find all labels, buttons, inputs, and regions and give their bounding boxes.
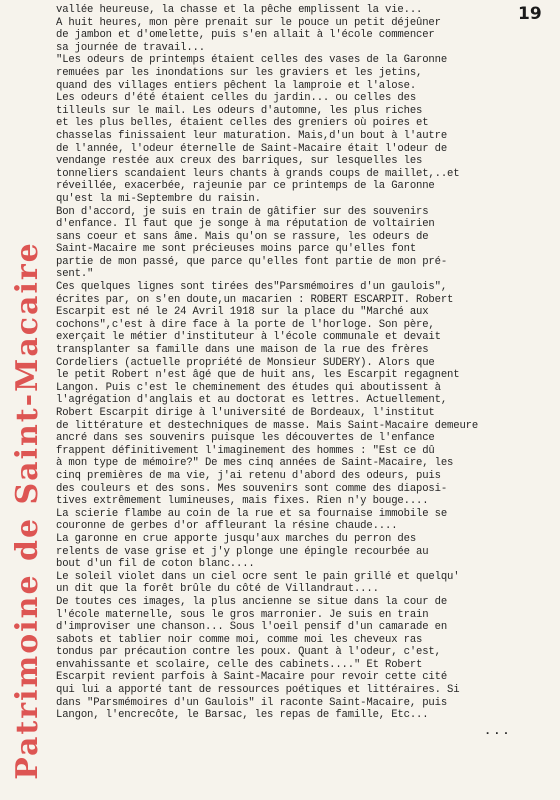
text-line: chasselas finissaient leur maturation. Mais,d'un bout à l'autre xyxy=(56,129,448,142)
text-line: le petit Robert n'est âgé que de huit ans, les Escarpit regagnent xyxy=(56,369,460,382)
text-line: dans "Parsmémoires d'un Gaulois" il raconte Saint-Macaire, puis xyxy=(56,696,448,709)
text-line: tonneliers scandaient leurs chants à grands coups de maillet,..et xyxy=(56,167,460,180)
text-line: tives extrêmement lumineuses, mais fixes. Rien n'y bouge.... xyxy=(56,495,429,508)
text-line: Bon d'accord, je suis en train de gâtifier sur des souvenirs xyxy=(56,205,429,218)
text-line: cochons",c'est à dire face à la porte de l'horloge. Son père, xyxy=(56,318,435,331)
text-line: relents de vase grise et j'y plonge une épingle recourbée au xyxy=(56,545,429,558)
typewritten-text xyxy=(56,4,552,722)
text-line: frappent définitivement l'imaginement des hommes : "Est ce dû xyxy=(56,444,435,457)
text-line: sans coeur et sans âme. Mais qu'on se rassure, les odeurs de xyxy=(56,230,429,243)
text-line: La scierie flambe au coin de la rue et sa fournaise immobile se xyxy=(56,507,448,520)
text-line: un dit que la forêt brûle du côté de Villandraut.... xyxy=(56,583,379,596)
text-line: partie de mon passé, que parce qu'elles font partie de mon pré- xyxy=(56,255,448,268)
text-line: Escarpit est né le 24 Avril 1918 sur la place du "Marché aux xyxy=(56,306,429,319)
text-line: vallée heureuse, la chasse et la pêche emplissent la vie... xyxy=(56,4,423,16)
text-line: et les plus belles, étaient celles des greniers où poires et xyxy=(56,117,429,130)
text-line: cinq premières de ma vie, j'ai retenu d'abord des odeurs, puis xyxy=(56,469,441,482)
text-line: sent." xyxy=(56,268,94,281)
text-line: bout d'un fil de coton blanc.... xyxy=(56,558,255,571)
text-line: tilleuls sur le mail. Les odeurs d'automne, les plus riches xyxy=(56,104,423,117)
text-line: exerçait le métier d'instituteur à l'école communale et devait xyxy=(56,331,441,344)
text-line: des couleurs et des sons. Mes souvenirs sont comme des diaposi- xyxy=(56,482,448,495)
text-line: d'enfance. Il faut que je songe à ma réputation de voltairien xyxy=(56,218,435,231)
text-line: écrites par, on s'en doute,un macarien : ROBERT ESCARPIT. Robert xyxy=(56,293,454,306)
text-line: remuées par les inondations sur les graviers et les jetins, xyxy=(56,66,423,79)
text-line: l'agrégation d'anglais et au doctorat es lettres. Actuellement, xyxy=(56,394,448,407)
text-line: vendange restée aux creux des barriques, sur lesquelles les xyxy=(56,155,423,168)
text-line: Langon. Puis c'est le cheminement des études qui aboutissent à xyxy=(56,381,441,394)
text-line: envahissante et scolaire, celle des cabinets...." Et Robert xyxy=(56,658,423,671)
text-line: La garonne en crue apporte jusqu'aux marches du perron des xyxy=(56,532,417,545)
text-line: de littérature et destechniques de masse. Mais Saint-Macaire demeure xyxy=(56,419,479,432)
text-line: qu'est la mi-Septembre du raisin. xyxy=(56,192,261,205)
text-line: à mon type de mémoire?" De mes cinq années de Saint-Macaire, les xyxy=(56,457,454,470)
text-line: Les odeurs d'été étaient celles du jardin... ou celles des xyxy=(56,92,417,105)
text-line: "Les odeurs de printemps étaient celles des vases de la Garonne xyxy=(56,54,448,67)
text-line: Saint-Macaire me sont précieuses moins parce qu'elles font xyxy=(56,243,417,256)
page-number: 19 xyxy=(518,4,542,24)
text-line: sabots et tablier noir comme moi, comme moi les cheveux ras xyxy=(56,633,423,646)
text-line: Escarpit revient parfois à Saint-Macaire pour revoir cette cité xyxy=(56,671,448,684)
watermark-stamp xyxy=(0,230,54,790)
text-line: l'école maternelle, sous le gros marronier. Je suis en train xyxy=(56,608,429,621)
text-line: Robert Escarpit dirige à l'université de Bordeaux, l'institut xyxy=(56,407,435,419)
text-line: réveillée, exacerbée, rajeunie par ce printemps de la Garonne xyxy=(56,180,435,193)
text-line: Cordeliers (actuelle propriété de Monsieur SUDERY). Alors que xyxy=(56,356,435,369)
watermark-text: Patrimoine de Saint-Macaire xyxy=(9,240,45,780)
text-line: sa journée de travail... xyxy=(56,41,205,54)
closing-ellipsis: ... xyxy=(484,724,512,738)
text-line: d'improviser une chanson... Sous l'oeil pensif d'un camarade en xyxy=(56,621,448,634)
text-line: Langon, l'encrecôte, le Barsac, les repas de famille, Etc... xyxy=(56,709,429,722)
text-line: de jambon et d'omelette, puis s'en allait à l'école commencer xyxy=(56,29,435,42)
text-line: couronne de gerbes d'or affleurant la résine chaude.... xyxy=(56,520,398,533)
text-line: transplanter sa famille dans une maison de la rue des frères xyxy=(56,344,429,357)
text-line: De toutes ces images, la plus ancienne se situe dans la cour de xyxy=(56,595,448,608)
text-line: Le soleil violet dans un ciel ocre sent le pain grillé et quelqu' xyxy=(56,570,460,583)
text-line: tondus par précaution contre les poux. Quant à l'odeur, c'est, xyxy=(56,646,441,659)
text-line: qui lui a apporté tant de ressources poétiques et littéraires. Si xyxy=(56,684,460,697)
text-line: quand des villages entiers pêchent la lamproie et l'alose. xyxy=(56,79,417,92)
text-line: de l'année, l'odeur éternelle de Saint-Macaire était l'odeur de xyxy=(56,142,448,155)
text-line: ancré dans ses souvenirs puisque les découvertes de l'enfance xyxy=(56,432,435,445)
text-line: Ces quelques lignes sont tirées des"Parsmémoires d'un gaulois", xyxy=(56,281,448,294)
text-line: A huit heures, mon père prenait sur le pouce un petit déjeûner xyxy=(56,16,441,29)
